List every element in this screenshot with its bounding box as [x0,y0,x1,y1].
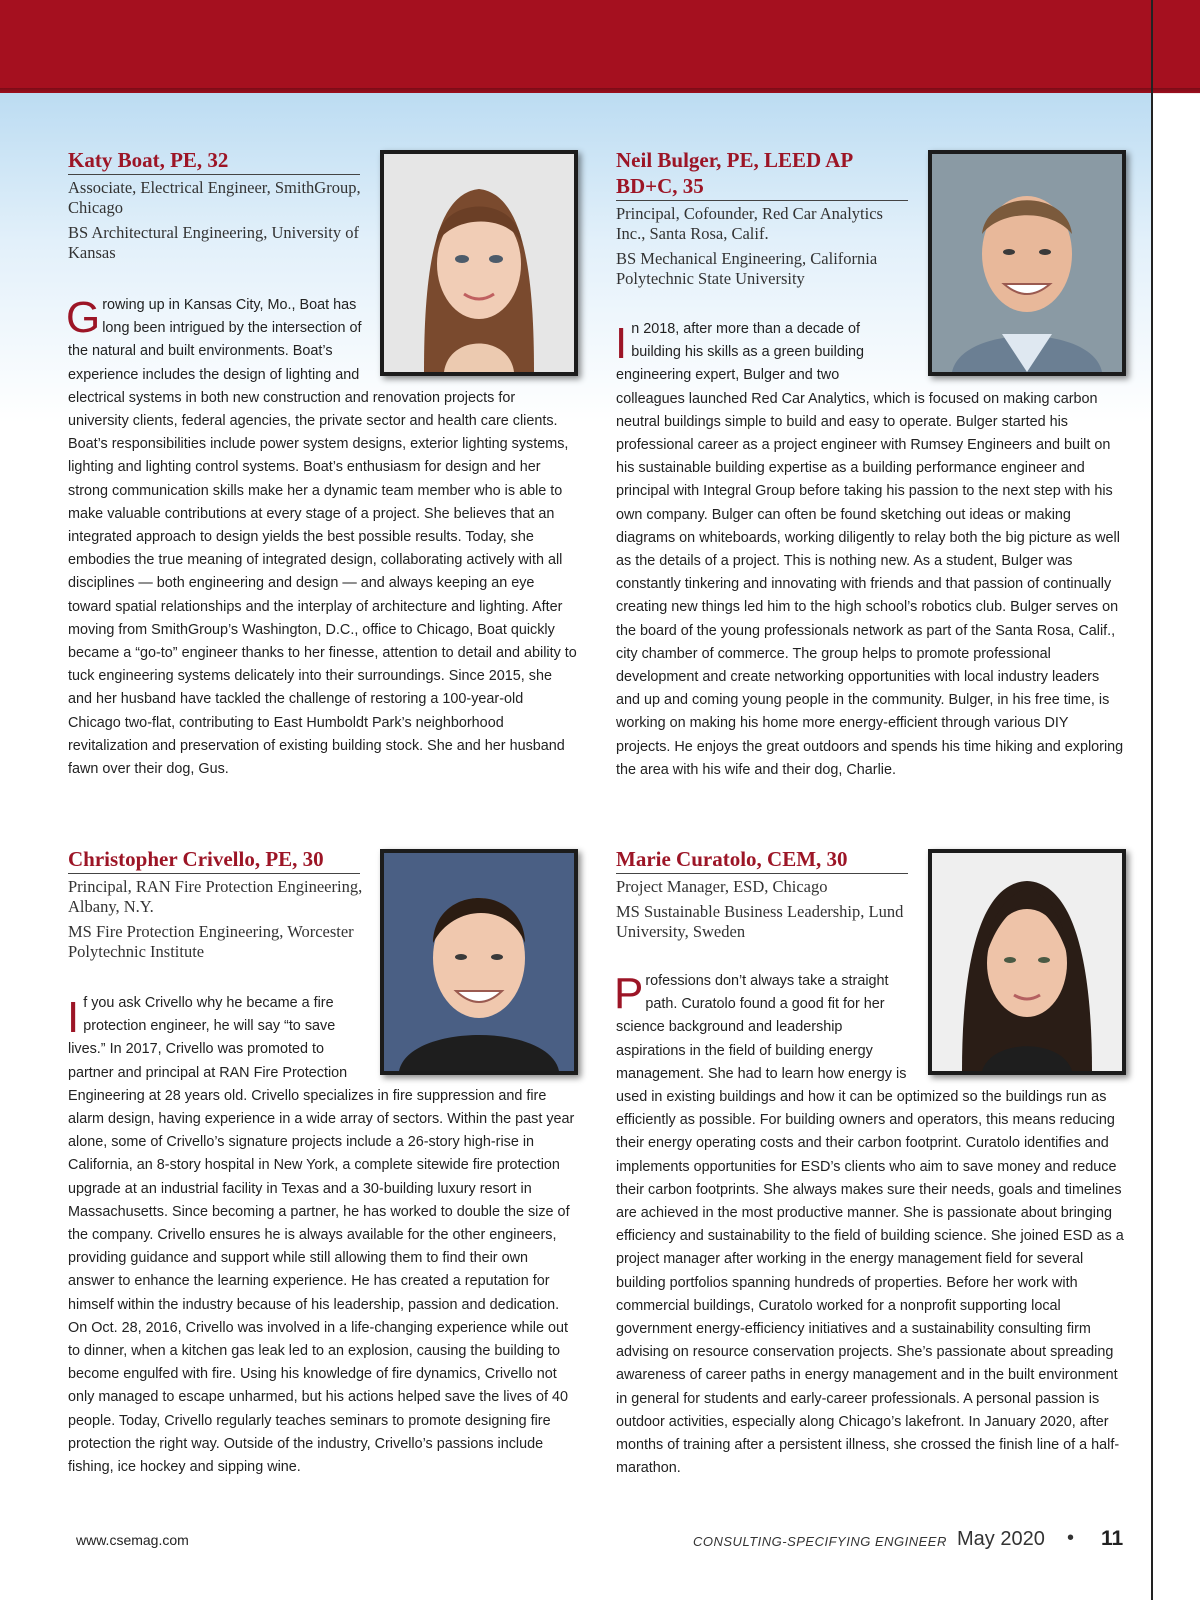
photo-spacer [363,992,578,1064]
footer-magazine-name: CONSULTING-SPECIFYING ENGINEER [693,1534,947,1549]
photo-spacer [911,970,1126,1085]
photo-spacer [911,318,1126,382]
profile-body [68,992,578,1479]
profile-title: Associate, Electrical Engineer, SmithGroup, Chicago [68,178,361,217]
profile-name: Neil Bulger, PE, LEED AP BD+C, 35 [616,147,908,201]
profile-meta [616,204,916,289]
profile-meta [68,877,368,962]
profile-name: Christopher Crivello, PE, 30 [68,846,360,874]
profile-text: n 2018, after more than a decade of building his skills as a green building engineering expert, Bulger and two colleagues launched Red Car Analytics, which is focused on making carbon neutral buildings simple to build and easy to operate. Bulger started his professional career as a project engineer with Rumsey Engineers and built on his sustainable building expertise as a building performance engineer and principal with Integral Group before taking his passion to the next step with his own company. Bulger can often be found sketching out ideas or making diagrams on whiteboards, working diligently to relay both the big picture as well as the details of a project. This is nothing new. As a student, Bulger was constantly tinkering and innovating with friends and that passion of continually creating new things led him to the high school’s robotics club. Bulger serves on the board of the young professionals network as part of the Santa Rosa, Calif., city chamber of commerce. The group helps to promote professional development and create networking opportunities with local industry leaders and up and coming young people in the community. Bulger, in his free time, is working on making his home more energy-efficient through various DIY projects. He enjoys the great outdoors and spends his time hiking and exploring the area with his wife and their dog, Charlie. [616,321,1124,778]
profile-meta [616,877,916,942]
page-edge-rule [1151,0,1153,1600]
profile-name: Katy Boat, PE, 32 [68,147,360,175]
profile-paragraph [68,294,578,781]
profile-meta [68,178,368,263]
profile-paragraph [68,992,578,1479]
footer-bullet: • [1067,1527,1075,1549]
profile-body [68,294,578,781]
profile-text: rofessions don’t always take a straight path. Curatolo found a good fit for her science background and leadership aspirations in the field of building energy management. She had to learn how energy is used in existing buildings and how it can be optimized so the buildings run as efficiently as possible. For building owners and operators, this means reducing their energy operating costs and their carbon footprint. Curatolo identifies and implements opportunities for ESD’s clients who aim to save money and reduce their carbon footprints. She always makes sure their needs, goals and timelines are achieved in the most productive manner. She is passionate about bringing efficiency and sustainability to the field of building science. She joined ESD as a project manager after working in the energy management field for several building portfolios spanning hundreds of properties. Before her work with commercial buildings, Curatolo worked for a nonprofit supporting local government energy-efficiency initiatives and a sustainability consulting firm advising on resource conservation projects. She’s passionate about spreading awareness of career paths in energy management and in the built environment in general for students and early-career professionals. A personal passion is outdoor activities, especially along Chicago’s lakefront. In January 2020, after months of training after a persistent illness, she crossed the finish line of a half-marathon. [616,973,1124,1477]
footer-issue-date: May 2020 [957,1528,1045,1550]
profile-education: MS Fire Protection Engineering, Worcester Polytechnic Institute [68,922,354,961]
drop-cap: I [67,993,80,1042]
profile-body [616,970,1126,1480]
photo-spacer [363,294,578,382]
profile-title: Project Manager, ESD, Chicago [616,877,828,896]
profile-paragraph [616,318,1126,782]
profile-text: f you ask Crivello why he became a fire protection engineer, he will say “to save lives.” In 2017, Crivello was promoted to partner and principal at RAN Fire Protection Engineering at 28 years old. Crivello specializes in fire suppression and fire alarm design, having experience in a wide array of sectors. Within the past year alone, some of Crivello’s signature projects include a 26-story high-rise in California, an 8-story hospital in New York, a complete sitewide fire protection upgrade at an industrial facility in Texas and a 30-building luxury resort in Massachusetts. Since becoming a partner, he has worked to double the size of the company. Crivello ensures he is always available for the other engineers, providing guidance and support while still allowing them to find their own answer to enhance the learning experience. He has created a reputation for himself within the industry because of his leadership, passion and dedication. On Oct. 28, 2016, Crivello was involved in a life-changing experience while out to dinner, when a kitchen gas leak led to an explosion, causing the building to become engulfed with fire. Using his knowledge of fire dynamics, Crivello not only managed to escape unharmed, but his actions helped save the lives of 40 people. Today, Crivello regularly teaches seminars to promote designing fire protection the right way. Outside of the industry, Crivello’s passions include fishing, ice hockey and sipping wine. [68,995,575,1476]
profile-name: Marie Curatolo, CEM, 30 [616,846,908,874]
top-banner [0,0,1200,93]
drop-cap: I [615,319,628,368]
profile-title: Principal, Cofounder, Red Car Analytics Inc., Santa Rosa, Calif. [616,204,883,243]
profile-education: BS Mechanical Engineering, California Polytechnic State University [616,249,878,288]
page-number: 11 [1101,1527,1124,1550]
profile-paragraph [616,970,1126,1480]
drop-cap: G [66,293,101,342]
profile-body [616,318,1126,782]
profile-education: MS Sustainable Business Leadership, Lund University, Sweden [616,902,904,941]
profile-title: Principal, RAN Fire Protection Engineering, Albany, N.Y. [68,877,363,916]
drop-cap: P [614,969,644,1018]
profile-education: BS Architectural Engineering, University of Kansas [68,223,359,262]
footer-website: www.csemag.com [76,1532,189,1548]
profile-text: rowing up in Kansas City, Mo., Boat has long been intrigued by the intersection of the natural and built environments. Boat’s experience includes the design of lighting and electrical systems in both new construction and renovation projects for university clients, federal agencies, the private sector and health care clients. Boat’s responsibilities include power system designs, exterior lighting systems, lighting and lighting control systems. Boat’s enthusiasm for design and her strong communication skills make her a dynamic team member who is able to make valuable contributions at every stage of a project. She believes that an integrated approach to design yields the best possible results. Today, she embodies the true meaning of integrated design, collaborating actively with all disciplines — both engineering and design — and always keeping an eye toward spatial relationships and the interplay of architecture and lighting. After moving from SmithGroup’s Washington, D.C., office to Chicago, Boat quickly became a “go-to” engineer thanks to her finesse, attention to detail and ability to tuck engineering systems delicately into their surroundings. Since 2015, she and her husband have tackled the challenge of restoring a 100-year-old Chicago two-flat, contributing to East Humboldt Park’s neighborhood revitalization and preservation of existing building stock. She and her husband fawn over their dog, Gus. [68,297,577,778]
